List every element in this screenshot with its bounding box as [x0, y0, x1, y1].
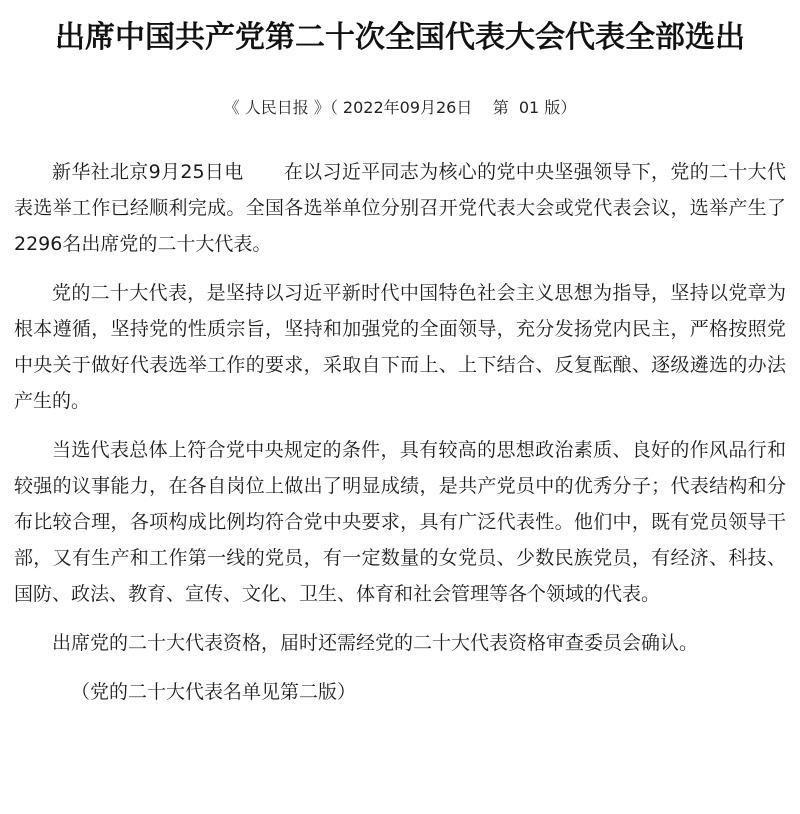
article-paragraph: 当选代表总体上符合党中央规定的条件，具有较高的思想政治素质、良好的作风品行和较强的议事能力，在各自岗位上做出了明显成绩，是共产党员中的优秀分子；代表结构和分布比较合理，各项构成比例均符合党中央要求，具有广泛代表性。他们中，既有党员领导干部，又有生产和工作第一线的党员，有一定数量的女党员、少数民族党员，有经济、科技、国防、政法、教育、宣传、文化、卫生、体育和社会管理等各个领域的代表。 — [14, 439, 786, 605]
article-paragraph — [14, 154, 786, 262]
article-paragraph: 出席党的二十大代表资格，届时还需经党的二十大代表资格审查委员会确认。 — [52, 632, 699, 654]
article-note: （党的二十大代表名单见第二版） — [71, 681, 357, 703]
article-paragraph-text: 在以习近平同志为核心的党中央坚强领导下，党的二十大代表选举工作已经顺利完成。全国各选举单位分别召开党代表大会或党代表会议，选举产生了2296名出席党的二十大代表。 — [14, 161, 786, 255]
article-headline: 出席中国共产党第二十次全国代表大会代表全部选出 — [55, 20, 745, 55]
article-dateline: 新华社北京9月25日电 — [52, 161, 244, 183]
article-paragraph: 党的二十大代表，是坚持以习近平新时代中国特色社会主义思想为指导，坚持以党章为根本遵循，坚持党的性质宗旨，坚持和加强党的全面领导，充分发扬党内民主，严格按照党中央关于做好代表选举工作的要求，采取自下而上、上下结合、反复酝酿、逐级遴选的办法产生的。 — [14, 282, 786, 412]
article-body — [14, 154, 786, 723]
article-source-line: 《 人民日报 》（ 2022年09月26日 第 01 版） — [223, 98, 577, 117]
